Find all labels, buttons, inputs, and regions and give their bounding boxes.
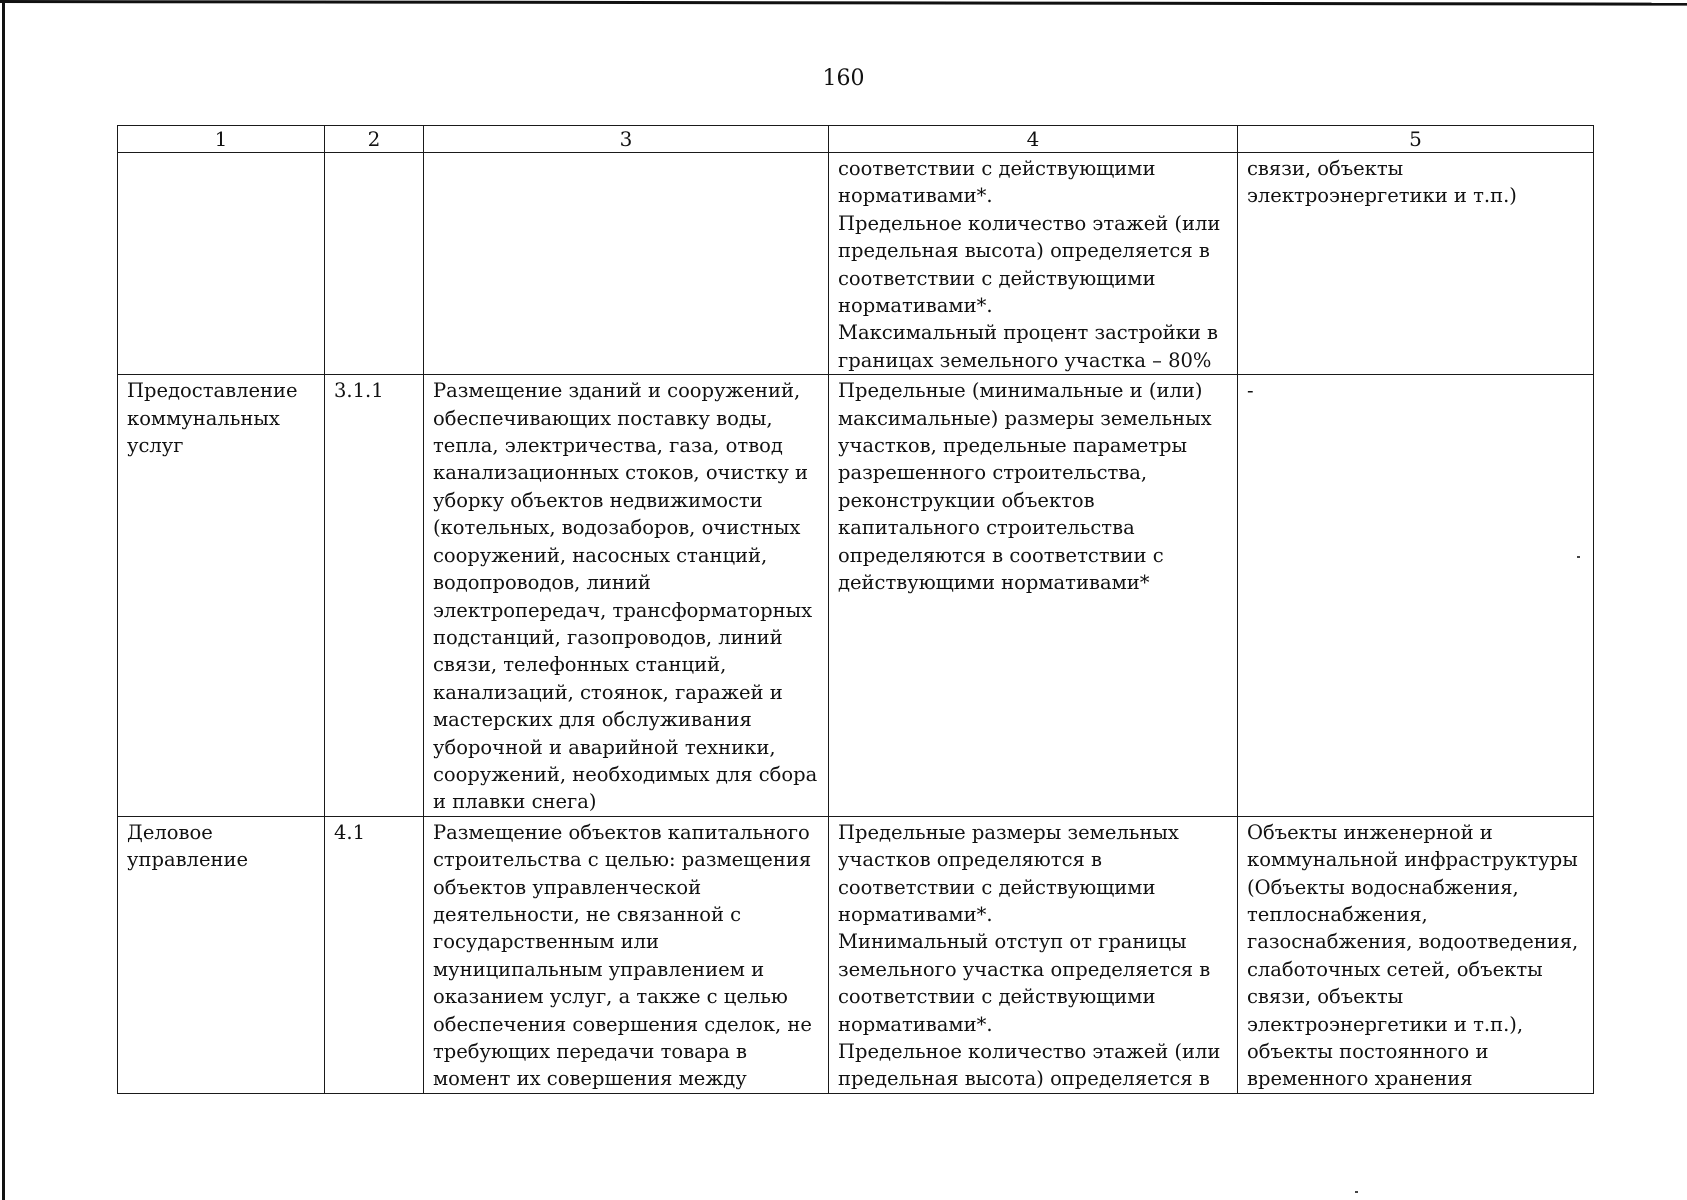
use-description-cell <box>424 153 829 375</box>
page-number: 160 <box>822 66 865 91</box>
use-description-cell: Размещение объектов капитального строительства с целью: размещения объектов управленческой деятельности, не связанной с государственным или муниципальным управлением и оказанием услуг, а также с целью обеспечения совершения сделок, не требующих передачи товара в момент их совершения между <box>424 816 829 1093</box>
scan-speck <box>1355 1191 1358 1193</box>
table-row <box>118 375 1594 817</box>
column-header: 2 <box>325 126 424 153</box>
column-header: 4 <box>829 126 1238 153</box>
use-name-cell: Деловое управление <box>118 816 325 1093</box>
parameters-cell: Предельные (минимальные и (или) максимальные) размеры земельных участков, предельные параметры разрешенного строительства, реконструкции объектов капитального строительства определяются в соответствии с действующими нормативами* <box>829 375 1238 817</box>
column-header: 3 <box>424 126 829 153</box>
use-code-cell: 4.1 <box>325 816 424 1093</box>
use-description-cell: Размещение зданий и сооружений, обеспечивающих поставку воды, тепла, электричества, газа, отвод канализационных стоков, очистку и уборку объектов недвижимости (котельных, водозаборов, очистных сооружений, насосных станций, водопроводов, линий электропередач, трансформаторных подстанций, газопроводов, линий связи, телефонных станций, канализаций, стоянок, гаражей и мастерских для обслуживания уборочной и аварийной техники, сооружений, необходимых для сбора и плавки снега) <box>424 375 829 817</box>
use-name-cell: Предоставление коммунальных услуг <box>118 375 325 817</box>
use-code-cell: 3.1.1 <box>325 375 424 817</box>
use-name-cell <box>118 153 325 375</box>
additional-info-cell: - <box>1238 375 1594 817</box>
table-row <box>118 816 1594 1093</box>
parameters-cell: Предельные размеры земельных участков определяются в соответствии с действующими нормативами*. Минимальный отступ от границы земельного участка определяется в соответствии с действующими нормативами*. Предельное количество этажей (или предельная высота) определяется в <box>829 816 1238 1093</box>
scan-left-edge <box>2 0 5 1200</box>
parameters-cell: соответствии с действующими нормативами*. Предельное количество этажей (или предельная высота) определяется в соответствии с действующими нормативами*. Максимальный процент застройки в границах земельного участка – 80% <box>829 153 1238 375</box>
zoning-table <box>117 125 1594 1094</box>
table-row <box>118 153 1594 375</box>
use-code-cell <box>325 153 424 375</box>
additional-info-cell: Объекты инженерной и коммунальной инфраструктуры (Объекты водоснабжения, теплоснабжения, газоснабжения, водоотведения, слаботочных сетей, объекты связи, объекты электроэнергетики и т.п.), объекты постоянного и временного хранения <box>1238 816 1594 1093</box>
additional-info-cell: связи, объекты электроэнергетики и т.п.) <box>1238 153 1594 375</box>
scan-top-edge <box>0 0 1687 6</box>
table-header-row <box>118 126 1594 153</box>
column-header: 1 <box>118 126 325 153</box>
column-header: 5 <box>1238 126 1594 153</box>
